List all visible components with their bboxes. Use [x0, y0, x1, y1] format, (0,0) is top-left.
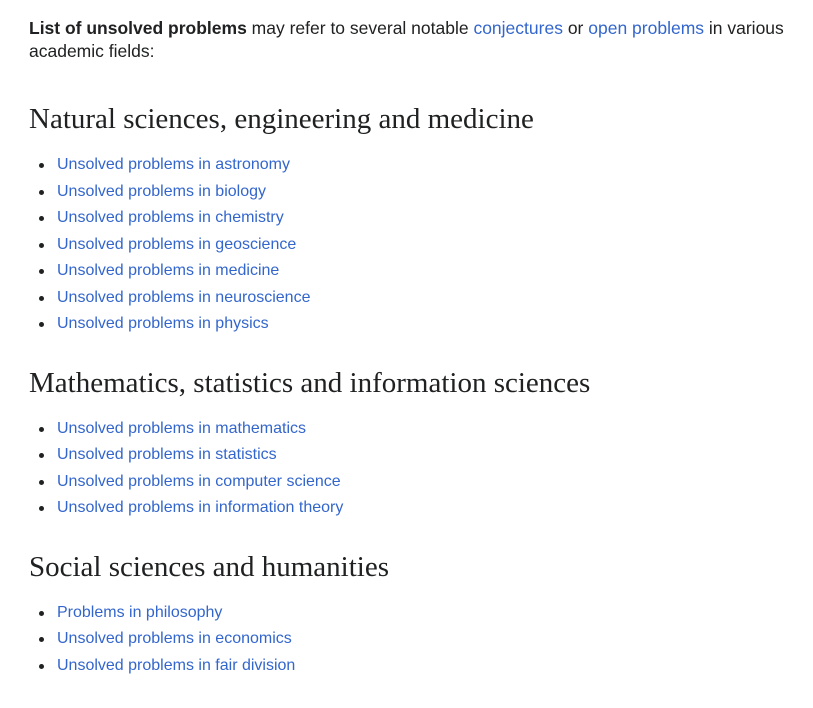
list-item [29, 442, 799, 469]
link-computer-science[interactable]: Unsolved problems in computer science [57, 472, 341, 490]
link-chemistry[interactable]: Unsolved problems in chemistry [57, 209, 284, 226]
link-mathematics[interactable]: Unsolved problems in mathematics [57, 419, 306, 437]
list-social-sciences [29, 600, 799, 680]
intro-text-1: may refer to several notable [246, 18, 474, 38]
list-item [29, 285, 799, 312]
link-philosophy[interactable]: Problems in philosophy [57, 603, 223, 621]
list-item [29, 232, 799, 259]
link-geoscience[interactable]: Unsolved problems in geoscience [57, 235, 297, 253]
section-heading-natural-sciences: Natural sciences, engineering and medicine [29, 103, 534, 135]
link-economics[interactable]: Unsolved problems in economics [57, 630, 292, 647]
link-medicine[interactable]: Unsolved problems in medicine [57, 262, 280, 279]
section-heading-mathematics: Mathematics, statistics and information sciences [29, 366, 591, 399]
list-item [29, 416, 799, 443]
intro-text-3: in various academic fields: [29, 18, 784, 61]
list-mathematics [29, 416, 799, 522]
article-content [29, 17, 799, 679]
intro-text-2: or [562, 18, 589, 38]
section-heading-social-sciences: Social sciences and humanities [29, 550, 389, 583]
link-information-theory[interactable]: Unsolved problems in information theory [57, 499, 344, 516]
intro-paragraph [29, 17, 799, 63]
list-item [29, 626, 799, 653]
list-item [29, 653, 799, 680]
link-astronomy[interactable]: Unsolved problems in astronomy [57, 156, 290, 173]
conjectures-link[interactable]: conjectures [473, 18, 563, 38]
list-item [29, 495, 799, 522]
open-problems-link[interactable]: open problems [588, 18, 705, 38]
list-item [29, 258, 799, 285]
list-item [29, 152, 799, 179]
link-physics[interactable]: Unsolved problems in physics [57, 315, 269, 332]
link-fair-division[interactable]: Unsolved problems in fair division [57, 656, 296, 674]
intro-bold-title: List of unsolved problems [29, 18, 247, 38]
list-item [29, 205, 799, 232]
link-statistics[interactable]: Unsolved problems in statistics [57, 446, 277, 463]
link-biology[interactable]: Unsolved problems in biology [57, 182, 266, 200]
list-item [29, 179, 799, 206]
list-item [29, 469, 799, 496]
list-item [29, 311, 799, 338]
link-neuroscience[interactable]: Unsolved problems in neuroscience [57, 288, 311, 306]
list-item [29, 600, 799, 627]
list-natural-sciences [29, 152, 799, 338]
